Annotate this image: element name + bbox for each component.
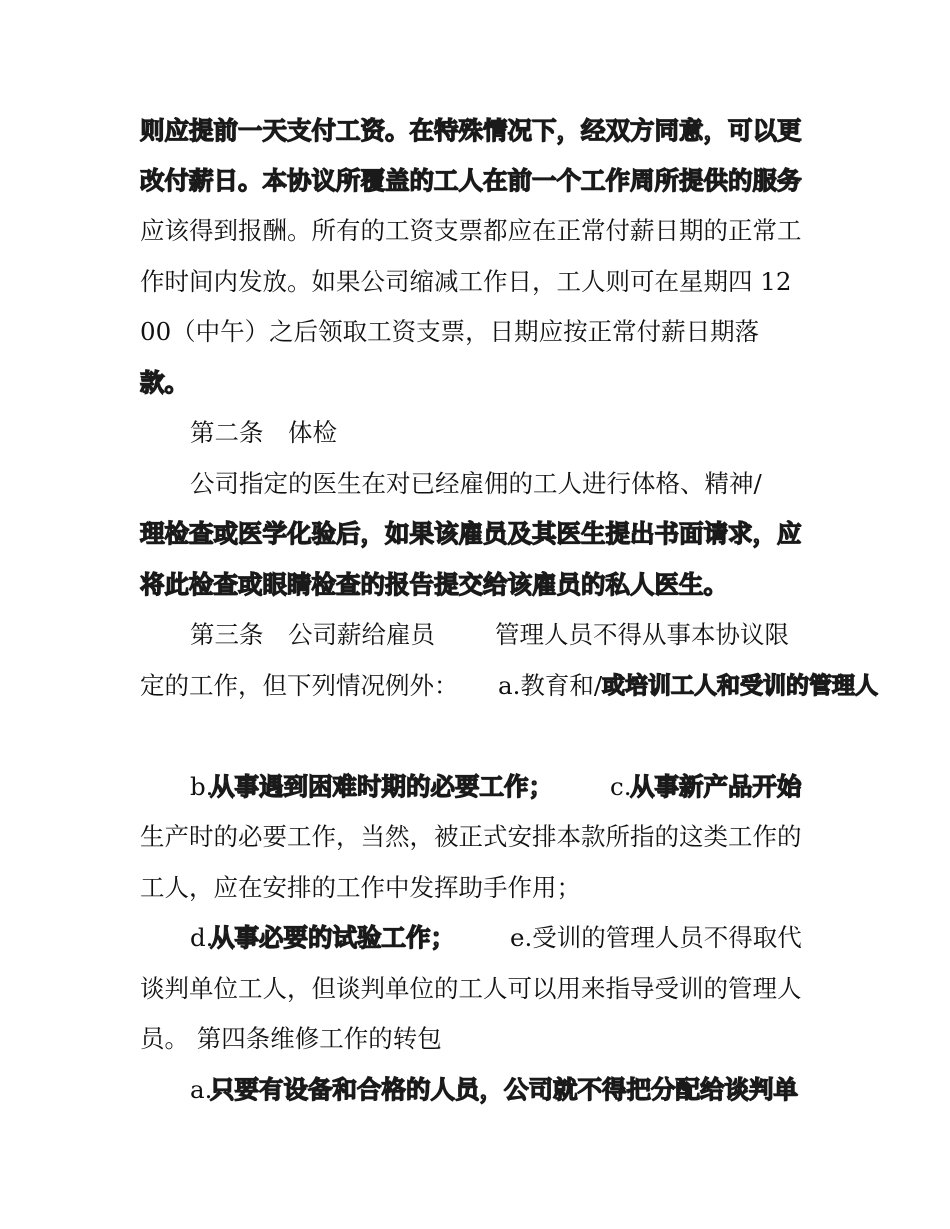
text-segment: 员。 第四条维修工作的转包 bbox=[140, 1024, 442, 1053]
text-segment: 公司指定的医生在对已经雇佣的工人进行体格、精神/ bbox=[190, 469, 762, 498]
text-line bbox=[0, 1067, 950, 1113]
section-heading bbox=[0, 612, 950, 658]
text-segment: 从事必要的试验工作； bbox=[210, 923, 455, 952]
text-segment: a. bbox=[190, 1075, 213, 1104]
text-line bbox=[0, 208, 950, 254]
text-segment: 只要有设备和合格的人员，公司就不得把分配给谈判单 bbox=[210, 1075, 798, 1104]
text-segment: d. bbox=[190, 923, 214, 952]
text-line bbox=[0, 259, 950, 305]
text-segment: b. bbox=[190, 772, 214, 801]
text-line bbox=[0, 309, 950, 355]
section-heading bbox=[0, 410, 950, 456]
text-line bbox=[0, 360, 950, 406]
text-segment: 从事新产品开始 bbox=[630, 772, 802, 801]
text-line bbox=[0, 562, 950, 608]
text-segment: c. bbox=[610, 772, 632, 801]
text-segment: 将此检查或眼睛检查的报告提交给该雇员的私人医生。 bbox=[140, 570, 728, 599]
text-segment: 从事遇到困难时期的必要工作； bbox=[210, 772, 553, 801]
text-segment: 改付薪日。本协议所覆盖的工人在前一个工作周所提供的服务 bbox=[140, 166, 802, 195]
text-line bbox=[0, 713, 950, 759]
text-segment: 00（中午）之后领取工资支票，日期应按正常付薪日期落 bbox=[140, 317, 760, 346]
text-segment: 定的工作，但下列情况例外： bbox=[140, 671, 459, 700]
text-segment: e.受训的管理人员不得取代 bbox=[510, 923, 802, 952]
text-line bbox=[0, 814, 950, 860]
text-line bbox=[0, 1016, 950, 1062]
text-segment: 工人，应在安排的工作中发挥助手作用； bbox=[140, 873, 581, 902]
text-line bbox=[0, 158, 950, 204]
text-segment: 理检查或医学化验后，如果该雇员及其医生提出书面请求，应 bbox=[140, 519, 802, 548]
text-segment: a.教育和/ bbox=[498, 671, 603, 700]
text-line bbox=[0, 966, 950, 1012]
text-segment: 谈判单位工人，但谈判单位的工人可以用来指导受训的管理人 bbox=[140, 974, 802, 1003]
text-segment: 管理人员不得从事本协议限 bbox=[495, 620, 789, 649]
text-line bbox=[0, 865, 950, 911]
text-segment: 第二条 体检 bbox=[190, 418, 337, 447]
text-line bbox=[0, 108, 950, 154]
text-segment: 第三条 公司薪给雇员 bbox=[190, 620, 435, 649]
text-segment: 应该得到报酬。所有的工资支票都应在正常付薪日期的正常工 bbox=[140, 216, 802, 245]
text-segment: 或培训工人和受训的管理人 bbox=[602, 673, 878, 699]
text-line bbox=[0, 764, 950, 810]
text-segment: 作时间内发放。如果公司缩减工作日，工人则可在星期四 12 bbox=[140, 267, 792, 296]
text-segment: 则应提前一天支付工资。在特殊情况下，经双方同意，可以更 bbox=[140, 116, 802, 145]
text-line bbox=[0, 511, 950, 557]
text-segment: 款。 bbox=[140, 368, 189, 397]
text-line bbox=[0, 915, 950, 961]
text-line bbox=[0, 663, 950, 709]
text-segment: 生产时的必要工作，当然，被正式安排本款所指的这类工作的 bbox=[140, 822, 802, 851]
text-line bbox=[0, 461, 950, 507]
